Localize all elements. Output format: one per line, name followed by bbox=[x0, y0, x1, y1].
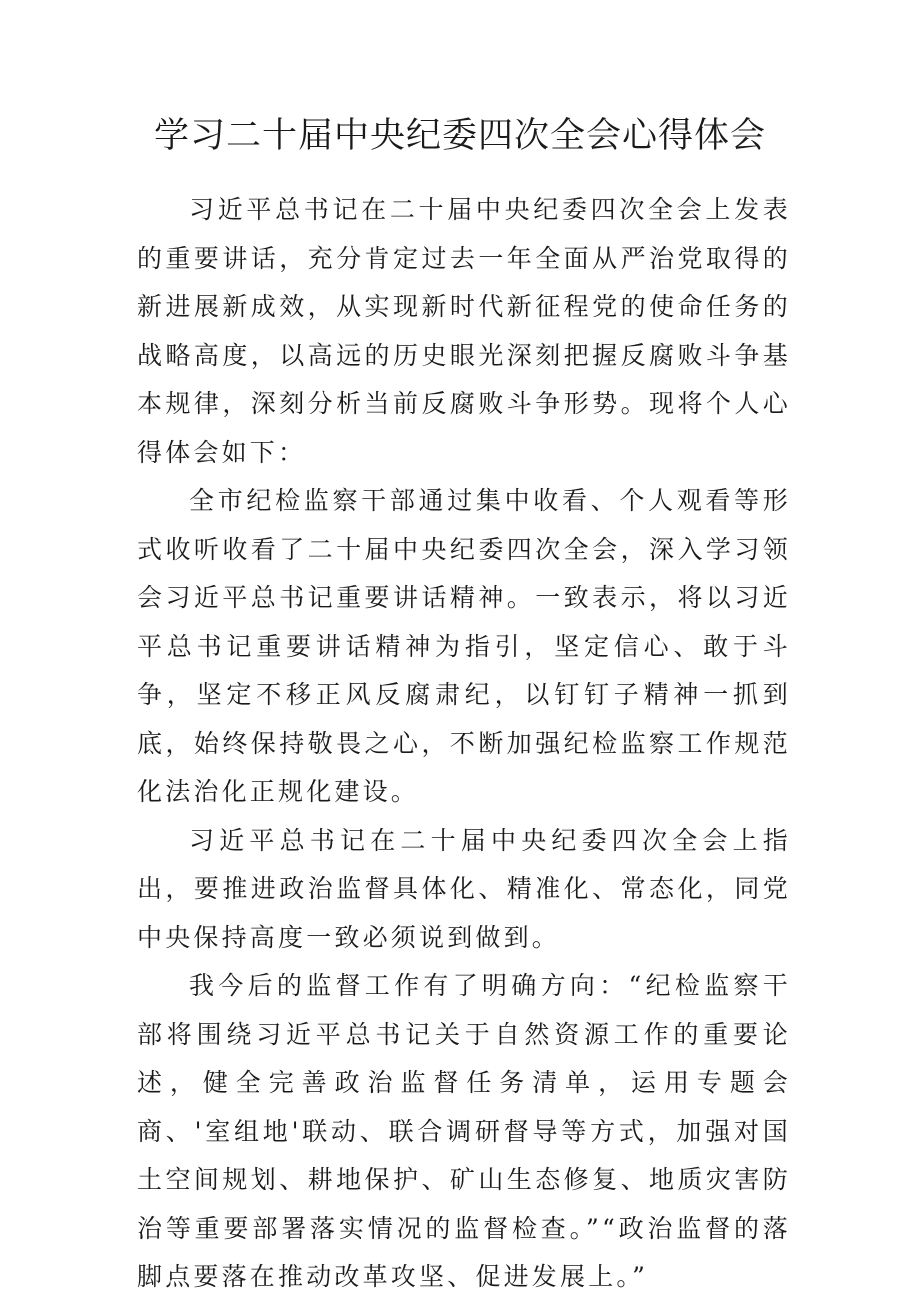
document-body bbox=[137, 186, 791, 1302]
document-title: 学习二十届中央纪委四次全会心得体会 bbox=[153, 116, 766, 156]
paragraph-2: 全市纪检监察干部通过集中收看、个人观看等形式收听收看了二十届中央纪委四次全会，深入学习领会习近平总书记重要讲话精神。一致表示，将以习近平总书记重要讲话精神为指引，坚定信心、敢于斗争，坚定不移正风反腐肃纪，以钉钉子精神一抓到底，始终保持敬畏之心，不断加强纪检监察工作规范化法治化正规化建设。 bbox=[137, 486, 791, 806]
paragraph-3: 习近平总书记在二十届中央纪委四次全会上指出，要推进政治监督具体化、精准化、常态化，同党中央保持高度一致必须说到做到。 bbox=[137, 825, 791, 952]
paragraph-1: 习近平总书记在二十届中央纪委四次全会上发表的重要讲话，充分肯定过去一年全面从严治党取得的新进展新成效，从实现新时代新征程党的使命任务的战略高度，以高远的历史眼光深刻把握反腐败斗争基本规律，深刻分析当前反腐败斗争形势。现将个人心得体会如下： bbox=[137, 195, 791, 467]
paragraph-4: 我今后的监督工作有了明确方向：“纪检监察干部将围绕习近平总书记关于自然资源工作的重要论述，健全完善政治监督任务清单，运用专题会商、'室组地'联动、联合调研督导等方式，加强对国土空间规划、耕地保护、矿山生态修复、地质灾害防治等重要部署落实情况的监督检查。”“政治监督的落脚点要落在推动改革攻坚、促进发展上。” bbox=[137, 971, 791, 1291]
